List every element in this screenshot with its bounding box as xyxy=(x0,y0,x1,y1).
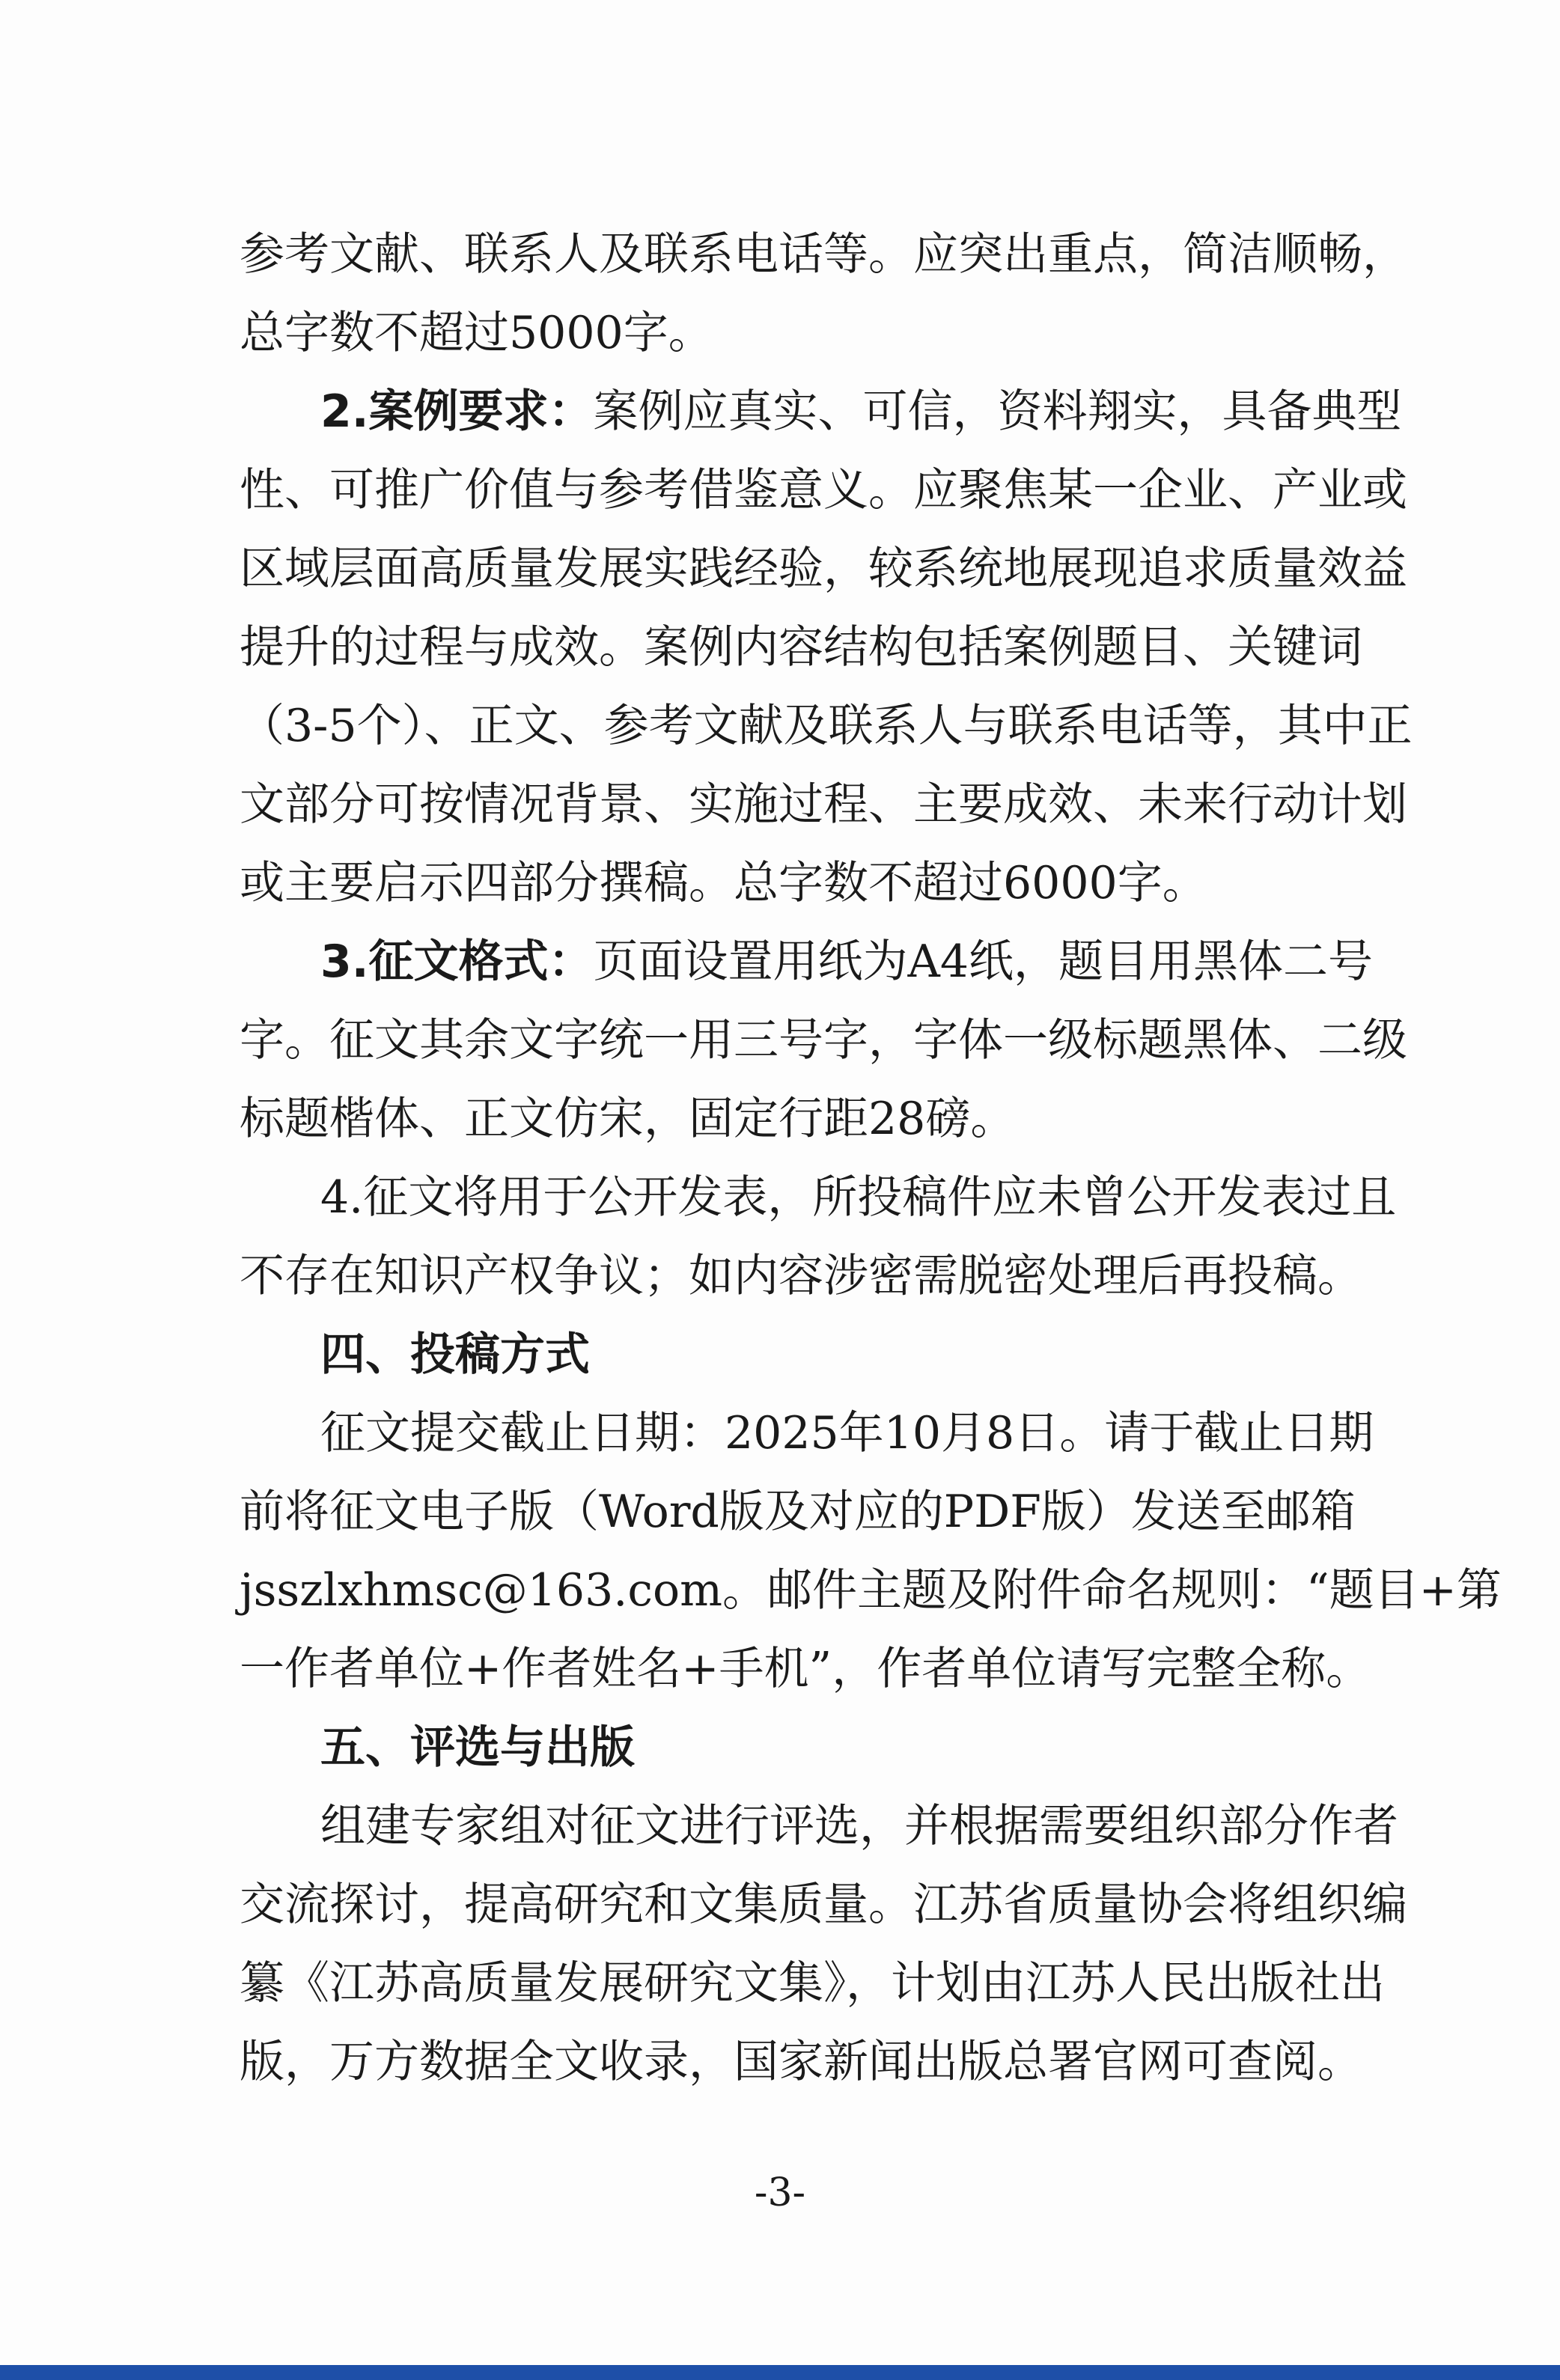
text-line: 交流探讨，提高研究和文集质量。江苏省质量协会将组织编 xyxy=(240,1879,1407,1931)
section-heading: 四、投稿方式 xyxy=(320,1328,590,1381)
text-span: 案例应真实、可信，资料翔实，具备典型 xyxy=(593,385,1402,438)
text-line: 字。征文其余文字统一用三号字，字体一级标题黑体、二级 xyxy=(240,1014,1407,1067)
scan-edge xyxy=(0,2365,1560,2380)
text-line: 标题楷体、正文仿宋，固定行距28磅。 xyxy=(240,1093,1016,1145)
text-line: 版，万方数据全文收录，国家新闻出版总署官网可查阅。 xyxy=(240,2036,1362,2088)
text-line: 文部分可按情况背景、实施过程、主要成效、未来行动计划 xyxy=(240,778,1407,831)
text-line: （3-5个）、正文、参考文献及联系人与联系电话等，其中正 xyxy=(240,700,1413,752)
text-line: 征文提交截止日期：2025年10月8日。请于截止日期 xyxy=(320,1407,1374,1459)
section-heading: 五、评选与出版 xyxy=(320,1721,635,1774)
text-line: 区域层面高质量发展实践经验，较系统地展现追求质量效益 xyxy=(240,543,1407,595)
format-line xyxy=(320,932,1374,992)
page-number: -3- xyxy=(754,2170,806,2215)
text-line: jsszlxhmsc@163.com。邮件主题及附件命名规则：“题目+第 xyxy=(240,1564,1502,1617)
text-span: 页面设置用纸为A4纸，题目用黑体二号 xyxy=(593,936,1374,988)
text-line: 性、可推广价值与参考借鉴意义。应聚焦某一企业、产业或 xyxy=(240,464,1407,516)
text-line: 提升的过程与成效。案例内容结构包括案例题目、关键词 xyxy=(240,621,1362,674)
text-line: 一作者单位+作者姓名+手机”，作者单位请写完整全称。 xyxy=(240,1643,1371,1695)
text-line: 纂《江苏高质量发展研究文集》，计划由江苏人民出版社出 xyxy=(240,1957,1385,2010)
text-line: 总字数不超过5000字。 xyxy=(240,307,713,359)
text-line: 组建专家组对征文进行评选，并根据需要组织部分作者 xyxy=(320,1800,1398,1852)
text-line: 不存在知识产权争议；如内容涉密需脱密处理后再投稿。 xyxy=(240,1250,1362,1302)
case-requirements-line xyxy=(320,382,1402,442)
case-requirements-label: 2.案例要求： xyxy=(320,385,594,438)
text-line: 或主要启示四部分撰稿。总字数不超过6000字。 xyxy=(240,857,1207,909)
format-label: 3.征文格式： xyxy=(320,936,594,988)
text-line: 4.征文将用于公开发表，所投稿件应未曾公开发表过且 xyxy=(320,1171,1397,1224)
text-line: 参考文献、联系人及联系电话等。应突出重点，简洁顺畅， xyxy=(240,228,1407,281)
text-line: 前将征文电子版（Word版及对应的PDF版）发送至邮箱 xyxy=(240,1486,1356,1538)
